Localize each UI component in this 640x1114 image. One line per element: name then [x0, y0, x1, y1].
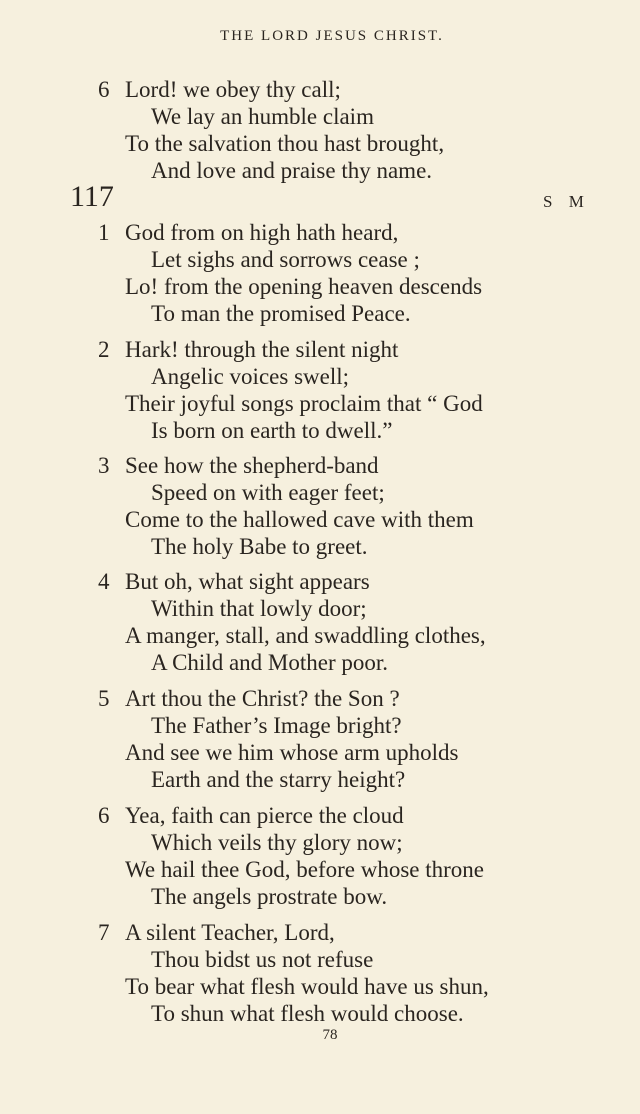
verse-line: Let sighs and sorrows cease ;: [151, 247, 420, 272]
verse-line: A silent Teacher, Lord,: [125, 920, 335, 945]
verse-line: The holy Babe to greet.: [151, 534, 368, 559]
verse-number: 6: [98, 803, 110, 828]
verse-number: 1: [98, 220, 110, 245]
verse-line: To bear what flesh would have us shun,: [125, 974, 489, 999]
verse-number: 4: [98, 569, 110, 594]
verse-line: Earth and the starry height?: [151, 767, 406, 792]
verse-line: And love and praise thy name.: [151, 158, 433, 183]
running-header: THE LORD JESUS CHRIST.: [220, 28, 444, 44]
verse-line: Angelic voices swell;: [151, 364, 350, 389]
verse-line: To shun what flesh would choose.: [151, 1001, 464, 1026]
verse-line: To man the promised Peace.: [151, 301, 411, 326]
verse-line: And see we him whose arm upholds: [125, 740, 459, 765]
verse-number: 2: [98, 337, 110, 362]
verse-line: Their joyful songs proclaim that “ God: [125, 391, 483, 416]
verse-line: Hark! through the silent night: [125, 337, 399, 362]
verse-line: Art thou the Christ? the Son ?: [125, 686, 400, 711]
hymn-number: 117: [70, 180, 114, 213]
verse-line: A Child and Mother poor.: [151, 650, 389, 675]
verse-line: Is born on earth to dwell.”: [151, 418, 393, 443]
verse-line: Thou bidst us not refuse: [151, 947, 374, 972]
verse-number: 6: [98, 77, 110, 102]
verse-line: The angels prostrate bow.: [151, 884, 388, 909]
verse-line: Which veils thy glory now;: [151, 830, 403, 855]
verse-number: 7: [98, 920, 110, 945]
verse-line: We lay an humble claim: [151, 104, 374, 129]
verse-number: 3: [98, 453, 110, 478]
verse-line: But oh, what sight appears: [125, 569, 370, 594]
verse-line: Yea, faith can pierce the cloud: [125, 803, 404, 828]
verse-line: We hail thee God, before whose throne: [125, 857, 484, 882]
verse-line: Come to the hallowed cave with them: [125, 507, 474, 532]
verse-line: Speed on with eager feet;: [151, 480, 385, 505]
verse-line: Lord! we obey thy call;: [125, 77, 341, 102]
verse-line: To the salvation thou hast brought,: [125, 131, 445, 156]
verse-line: See how the shepherd-band: [125, 453, 379, 478]
verse-line: God from on high hath heard,: [125, 220, 399, 245]
verse-line: The Father’s Image bright?: [151, 713, 402, 738]
verse-number: 5: [98, 686, 110, 711]
page-number: 78: [322, 1027, 338, 1043]
verse-line: Within that lowly door;: [151, 596, 367, 621]
hymn-meter: S M: [543, 192, 590, 211]
verse-line: Lo! from the opening heaven descends: [125, 274, 483, 299]
verse-line: A manger, stall, and swaddling clothes,: [125, 623, 486, 648]
